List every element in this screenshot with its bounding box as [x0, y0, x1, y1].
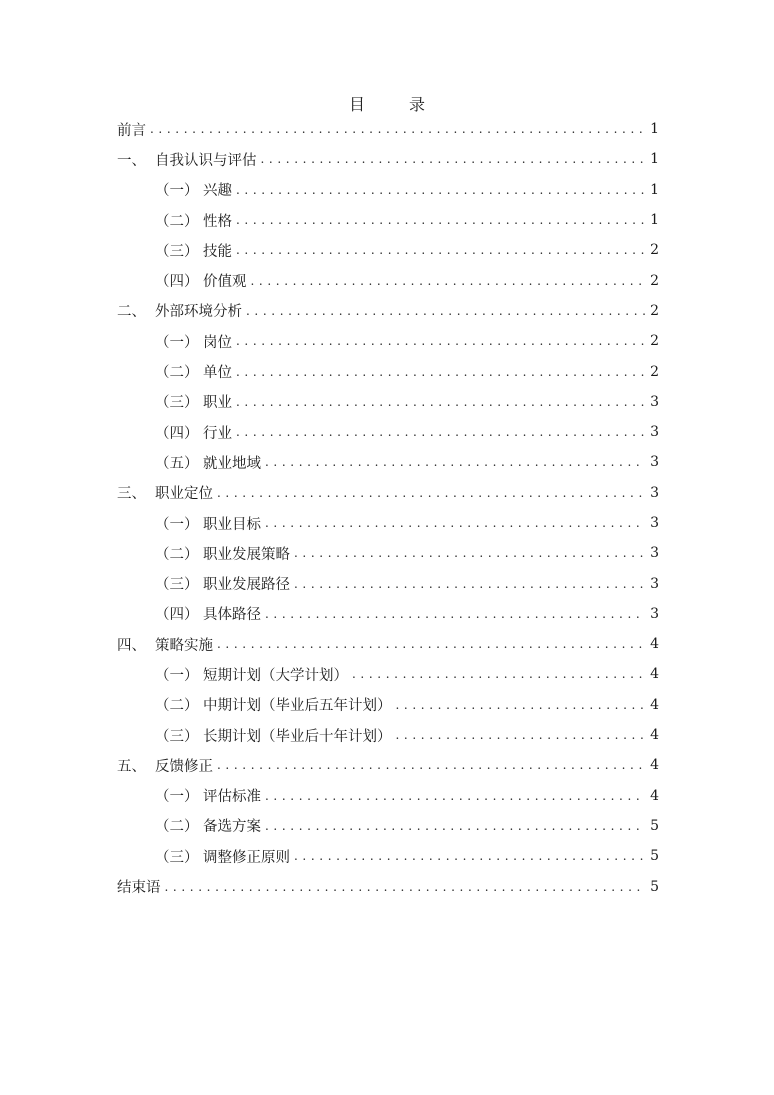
toc-entry-page-number: 3	[650, 605, 659, 622]
toc-entry-page-number: 2	[650, 363, 659, 380]
toc-entry-number: （三）	[155, 395, 199, 412]
toc-entry-label: 价值观	[203, 274, 247, 291]
toc-title: 目 录	[348, 95, 439, 114]
toc-entry-number: （四）	[155, 274, 199, 291]
toc-entry-page-number: 4	[650, 727, 659, 744]
toc-entry-label: 兴趣	[203, 183, 232, 200]
toc-entry[interactable]	[117, 478, 659, 508]
toc-entry-label: 职业发展路径	[203, 577, 290, 594]
toc-entry-number: （五）	[155, 455, 199, 472]
toc-entry-label: 中期计划（毕业后五年计划）	[203, 698, 392, 715]
toc-entry-page-number: 4	[650, 757, 659, 774]
toc-entry-page-number: 3	[650, 424, 659, 441]
dot-leader	[396, 696, 646, 714]
toc-entry[interactable]	[117, 417, 659, 447]
toc-entry[interactable]	[117, 781, 659, 811]
toc-entry[interactable]	[117, 356, 659, 386]
toc-entry-page-number: 5	[650, 848, 659, 865]
toc-entry-label: 职业	[203, 395, 232, 412]
toc-entry-number: 一、	[117, 152, 146, 169]
toc-entry-number: （二）	[155, 546, 199, 563]
dot-leader	[236, 211, 645, 229]
toc-entry-page-number: 3	[650, 575, 659, 592]
toc-entry-page-number: 3	[650, 484, 659, 501]
toc-entry-page-number: 2	[650, 333, 659, 350]
toc-entry[interactable]	[117, 750, 659, 780]
toc-entry-number: （二）	[155, 819, 199, 836]
toc-entry-number: （二）	[155, 698, 199, 715]
toc-entry-page-number: 3	[650, 393, 659, 410]
toc-entry-number: 五、	[117, 758, 146, 775]
toc-entry-label: 单位	[203, 365, 232, 382]
dot-leader	[217, 756, 645, 774]
toc-entry-page-number: 3	[650, 545, 659, 562]
dot-leader	[396, 726, 646, 744]
dot-leader	[265, 453, 645, 471]
toc-entry-page-number: 4	[650, 636, 659, 653]
toc-entry-label: 技能	[203, 243, 232, 260]
dot-leader	[236, 241, 645, 259]
toc-entry-label: 职业定位	[155, 486, 213, 503]
toc-entry[interactable]	[117, 811, 659, 841]
toc-entry-number: 二、	[117, 304, 146, 321]
dot-leader	[217, 484, 645, 502]
toc-entry[interactable]	[117, 871, 659, 901]
dot-leader	[217, 635, 645, 653]
dot-leader	[165, 878, 646, 896]
toc-entry-number: （一）	[155, 183, 199, 200]
toc-entry-page-number: 1	[650, 212, 659, 229]
toc-entry[interactable]	[117, 387, 659, 417]
toc-entry[interactable]	[117, 508, 659, 538]
toc-entry-number: （四）	[155, 425, 199, 442]
toc-entry[interactable]	[117, 175, 659, 205]
toc-entry[interactable]	[117, 690, 659, 720]
toc-entry-label: 职业发展策略	[203, 546, 290, 563]
toc-entry-label: 策略实施	[155, 637, 213, 654]
toc-entry-label: 调整修正原则	[203, 849, 290, 866]
dot-leader	[236, 423, 645, 441]
toc-entry-label: 岗位	[203, 334, 232, 351]
toc-entry[interactable]	[117, 538, 659, 568]
toc-list	[117, 114, 659, 902]
toc-entry[interactable]	[117, 265, 659, 295]
dot-leader	[265, 605, 645, 623]
toc-entry-number: （三）	[155, 577, 199, 594]
toc-entry-label: 评估标准	[203, 789, 261, 806]
toc-entry-page-number: 2	[650, 302, 659, 319]
toc-entry-label: 外部环境分析	[155, 304, 242, 321]
toc-entry-number: （二）	[155, 365, 199, 382]
toc-entry-number: （一）	[155, 667, 199, 684]
dot-leader	[265, 817, 645, 835]
dot-leader	[236, 181, 645, 199]
toc-entry-number: 四、	[117, 637, 146, 654]
toc-entry[interactable]	[117, 841, 659, 871]
toc-entry[interactable]	[117, 205, 659, 235]
toc-entry[interactable]	[117, 235, 659, 265]
toc-entry-label: 结束语	[117, 880, 161, 897]
toc-entry[interactable]	[117, 659, 659, 689]
toc-entry[interactable]	[117, 144, 659, 174]
toc-entry-label: 备选方案	[203, 819, 261, 836]
dot-leader	[294, 575, 645, 593]
dot-leader	[294, 847, 645, 865]
toc-entry[interactable]	[117, 720, 659, 750]
dot-leader	[236, 363, 645, 381]
toc-entry-page-number: 3	[650, 454, 659, 471]
toc-entry-page-number: 4	[650, 787, 659, 804]
toc-entry-label: 反馈修正	[155, 758, 213, 775]
dot-leader	[236, 393, 645, 411]
dot-leader	[294, 544, 645, 562]
toc-entry-number: （二）	[155, 213, 199, 230]
toc-entry-label: 行业	[203, 425, 232, 442]
toc-entry-number: （三）	[155, 728, 199, 745]
toc-entry-label: 长期计划（毕业后十年计划）	[203, 728, 392, 745]
toc-entry-number: （四）	[155, 607, 199, 624]
toc-entry-number: （一）	[155, 789, 199, 806]
toc-entry-page-number: 4	[650, 666, 659, 683]
toc-entry-page-number: 1	[650, 181, 659, 198]
toc-entry-page-number: 2	[650, 272, 659, 289]
toc-entry-page-number: 1	[650, 121, 659, 138]
toc-entry-number: （三）	[155, 243, 199, 260]
dot-leader	[246, 302, 645, 320]
toc-entry-label: 具体路径	[203, 607, 261, 624]
toc-entry[interactable]	[117, 326, 659, 356]
toc-entry-label: 短期计划（大学计划）	[203, 667, 348, 684]
dot-leader	[236, 332, 645, 350]
toc-entry-label: 性格	[203, 213, 232, 230]
toc-entry-label: 职业目标	[203, 516, 261, 533]
toc-entry-page-number: 4	[650, 696, 659, 713]
dot-leader	[251, 272, 646, 290]
toc-entry-page-number: 3	[650, 515, 659, 531]
toc-entry-number: （一）	[155, 334, 199, 351]
toc-entry[interactable]	[117, 114, 659, 144]
toc-entry-number: 三、	[117, 486, 146, 503]
toc-entry-page-number: 5	[650, 878, 659, 895]
dot-leader	[265, 514, 645, 532]
dot-leader	[265, 787, 645, 805]
dot-leader	[261, 150, 646, 168]
toc-entry-label: 就业地域	[203, 455, 261, 472]
toc-entry-page-number: 1	[650, 151, 659, 168]
toc-entry[interactable]	[117, 296, 659, 326]
toc-entry[interactable]	[117, 568, 659, 598]
toc-entry-label: 自我认识与评估	[155, 152, 257, 169]
toc-entry-label: 前言	[117, 122, 146, 139]
dot-leader	[352, 665, 645, 683]
toc-entry-number: （一）	[155, 516, 199, 533]
toc-entry-page-number: 5	[650, 817, 659, 834]
toc-entry[interactable]	[117, 629, 659, 659]
toc-entry[interactable]	[117, 599, 659, 629]
toc-entry-number: （三）	[155, 849, 199, 866]
toc-entry-page-number: 2	[650, 242, 659, 259]
dot-leader	[150, 120, 645, 138]
toc-entry[interactable]	[117, 447, 659, 477]
